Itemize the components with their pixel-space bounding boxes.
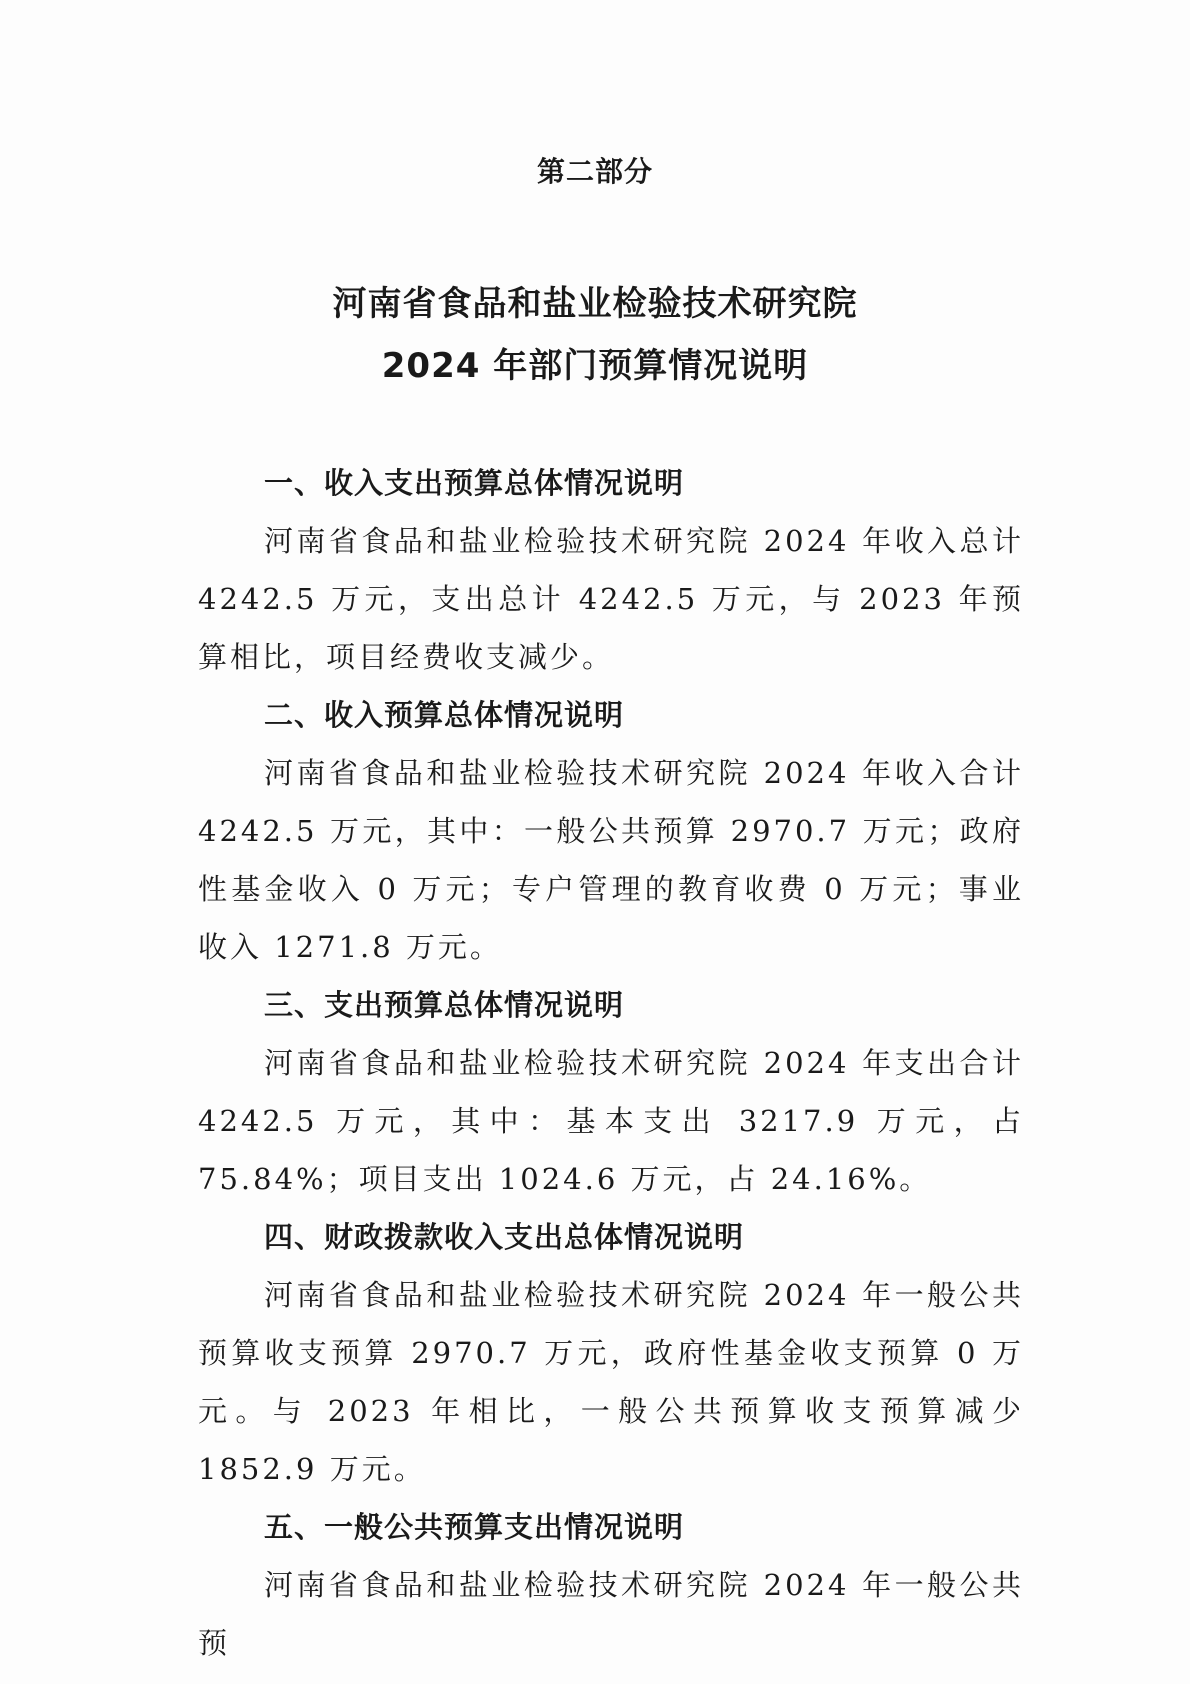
document-body bbox=[198, 454, 1024, 1672]
section-heading: 四、财政拨款收入支出总体情况说明 bbox=[264, 1220, 745, 1254]
section-fiscal-appropriation-overview bbox=[198, 1208, 1024, 1498]
section-income-expenditure-overview bbox=[198, 454, 1024, 686]
section-general-public-budget-expenditure bbox=[198, 1498, 1024, 1672]
part-title: 第二部分 bbox=[536, 155, 653, 188]
section-paragraph: 河南省食品和盐业检验技术研究院 2024 年一般公共预 bbox=[198, 1568, 1024, 1660]
section-paragraph: 河南省食品和盐业检验技术研究院 2024 年一般公共预算收支预算 2970.7 万元，政府性基金收支预算 0 万元。与 2023 年相比，一般公共预算收支预算减少 1852.9 万元。 bbox=[198, 1278, 1024, 1486]
section-paragraph: 河南省食品和盐业检验技术研究院 2024 年收入合计 4242.5 万元，其中：一般公共预算 2970.7 万元；政府性基金收入 0 万元；专户管理的教育收费 0 万元；事业收入 1271.8 万元。 bbox=[198, 756, 1024, 964]
section-heading: 一、收入支出预算总体情况说明 bbox=[264, 466, 685, 500]
section-heading: 二、收入预算总体情况说明 bbox=[264, 698, 625, 732]
document-title-line-2: 2024 年部门预算情况说明 bbox=[381, 346, 809, 386]
section-paragraph: 河南省食品和盐业检验技术研究院 2024 年收入总计 4242.5 万元，支出总计 4242.5 万元，与 2023 年预算相比，项目经费收支减少。 bbox=[198, 524, 1024, 674]
section-heading: 三、支出预算总体情况说明 bbox=[264, 988, 625, 1022]
section-expenditure-overview bbox=[198, 976, 1024, 1208]
section-income-overview bbox=[198, 686, 1024, 976]
section-heading: 五、一般公共预算支出情况说明 bbox=[264, 1510, 685, 1544]
document-title-line-1: 河南省食品和盐业检验技术研究院 bbox=[332, 284, 858, 324]
section-paragraph: 河南省食品和盐业检验技术研究院 2024 年支出合计 4242.5 万元，其中：基本支出 3217.9 万元，占 75.84%；项目支出 1024.6 万元，占 24.16%。 bbox=[198, 1046, 1024, 1196]
